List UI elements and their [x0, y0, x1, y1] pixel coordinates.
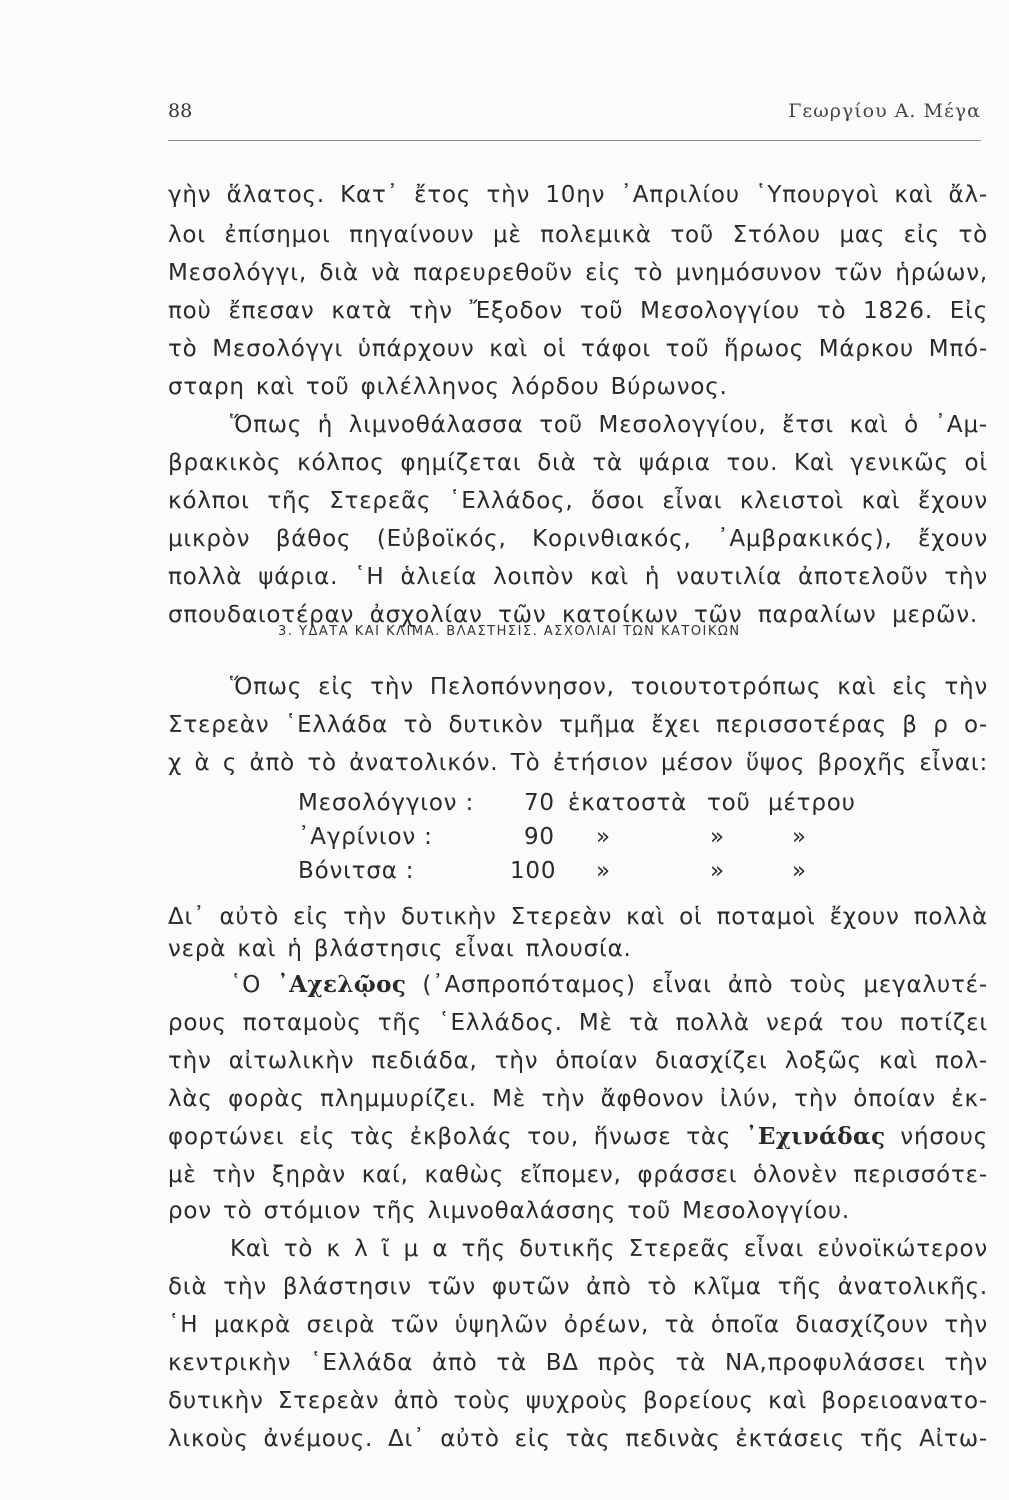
- text-line: σπουδαιοτέραν ἀσχολίαν τῶν κατοίκων τῶν παραλίων μερῶν.: [168, 602, 978, 628]
- text-line: δυτικὴν Στερεὰν ἀπὸ τοὺς ψυχροὺς βορείους καὶ βορειοανατο-: [168, 1388, 988, 1414]
- text-line: λικοὺς ἀνέμους. Δι᾽ αὐτὸ εἰς τὰς πεδινὰς ἐκτάσεις τῆς Αἰτω-: [168, 1426, 988, 1452]
- ditto-mark: »: [792, 824, 807, 850]
- text-line: ῾Η μακρὰ σειρὰ τῶν ὑψηλῶν ὀρέων, τὰ ὁποῖα διασχίζουν τὴν: [168, 1312, 988, 1338]
- text-line: λὰς φορὰς πλημμυρίζει. Μὲ τὴν ἄφθονον ἰλύν, τὴν ὁποίαν ἐκ-: [168, 1086, 988, 1112]
- place-name: Μεσολόγγιον :: [298, 790, 474, 816]
- text-line: κόλποι τῆς Στερεᾶς ῾Ελλάδος, ὅσοι εἶναι κλειστοὶ καὶ ἔχουν: [168, 488, 988, 514]
- text-line: διὰ τὴν βλάστησιν τῶν φυτῶν ἀπὸ τὸ κλῖμα τῆς ἀνατολικῆς.: [168, 1274, 988, 1300]
- ditto-mark: »: [792, 858, 807, 884]
- page-header: [168, 100, 981, 141]
- islands-name-bold: ᾽Εχινάδας: [745, 1123, 886, 1150]
- text-line: μικρὸν βάθος (Εὐβοϊκός, Κορινθιακός, ᾽Αμβρακικός), ἔχουν: [168, 526, 988, 552]
- text-line: [168, 1122, 988, 1152]
- text-line: νερὰ καὶ ἡ βλάστησις εἶναι πλουσία.: [168, 936, 632, 962]
- ditto-mark: »: [710, 858, 725, 884]
- river-name-bold: ᾽Αχελῷος: [277, 971, 407, 998]
- text-line: ρον τὸ στόμιον τῆς λιμνοθαλάσσης τοῦ Μεσολογγίου.: [168, 1198, 850, 1224]
- ditto-mark: »: [596, 824, 611, 850]
- unit-text: ἑκατοστὰ: [568, 790, 688, 816]
- text-line: κεντρικὴν ῾Ελλάδα ἀπὸ τὰ ΒΔ πρὸς τὰ ΝΑ,προφυλάσσει τὴν: [168, 1350, 988, 1376]
- rainfall-value: 90: [524, 824, 555, 850]
- unit-text: μέτρου: [768, 790, 856, 816]
- unit-text: τοῦ: [707, 790, 751, 816]
- page-number: 88: [168, 100, 193, 122]
- rainfall-value: 70: [524, 790, 555, 816]
- text-line: Ὅπως ἡ λιμνοθάλασσα τοῦ Μεσολογγίου, ἔτσι καὶ ὁ ᾽Αμ-: [230, 412, 988, 438]
- rainfall-value: 100: [510, 858, 557, 884]
- text-line: βρακικὸς κόλπος φημίζεται διὰ τὰ ψάρια του. Καὶ γενικῶς οἱ: [168, 450, 988, 476]
- text-line: γὴν ἅλατος. Κατ᾽ ἔτος τὴν 10ην ᾽Απριλίου ῾Υπουργοὶ καὶ ἄλ-: [168, 182, 988, 208]
- text-line: ρους ποταμοὺς τῆς ῾Ελλάδος. Μὲ τὰ πολλὰ νερά του ποτίζει: [168, 1010, 988, 1036]
- text-line: τὴν αἰτωλικὴν πεδιάδα, τὴν ὁποίαν διασχίζει λοξῶς καὶ πολ-: [168, 1048, 988, 1074]
- text-line: πολλὰ ψάρια. ῾Η ἁλιεία λοιπὸν καὶ ἡ ναυτιλία ἀποτελοῦν τὴν: [168, 564, 988, 590]
- text-line: [230, 970, 988, 1000]
- text-line: Καὶ τὸ κ λ ῖ μ α τῆς δυτικῆς Στερεᾶς εἶναι εὐνοϊκώτερον: [230, 1236, 988, 1262]
- place-name: ᾽Αγρίνιον :: [298, 824, 433, 850]
- text-line: Δι᾽ αὐτὸ εἰς τὴν δυτικὴν Στερεὰν καὶ οἱ ποταμοὶ ἔχουν πολλὰ: [168, 904, 988, 930]
- running-head: Γεωργίου Α. Μέγα: [788, 100, 981, 122]
- text-line: μὲ τὴν ξηρὰν καί, καθὼς εἴπομεν, φράσσει ὁλονὲν περισσότε-: [168, 1162, 988, 1188]
- ditto-mark: »: [710, 824, 725, 850]
- place-name: Βόνιτσα :: [298, 858, 415, 884]
- text-line: Μεσολόγγι, διὰ νὰ παρευρεθοῦν εἰς τὸ μνημόσυνον τῶν ἡρώων,: [168, 260, 988, 286]
- text-run: νήσους: [885, 1124, 988, 1150]
- text-run: φορτώνει εἰς τὰς ἐκβολάς του, ἥνωσε τὰς: [168, 1124, 746, 1150]
- text-run: ῾Ο: [230, 972, 278, 998]
- ditto-mark: »: [596, 858, 611, 884]
- text-line: ποὺ ἔπεσαν κατὰ τὴν Ἔξοδον τοῦ Μεσολογγίου τὸ 1826. Εἰς: [168, 298, 988, 324]
- text-line: χ ὰ ς ἀπὸ τὸ ἀνατολικόν. Τὸ ἐτήσιον μέσον ὕψος βροχῆς εἶναι:: [168, 750, 988, 776]
- text-run: (᾽Ασπροπόταμος) εἶναι ἀπὸ τοὺς μεγαλυτέ-: [406, 972, 988, 998]
- text-line: τὸ Μεσολόγγι ὑπάρχουν καὶ οἱ τάφοι τοῦ ἥρωος Μάρκου Μπό-: [168, 336, 988, 362]
- text-line: σταρη καὶ τοῦ φιλέλληνος λόρδου Βύρωνος.: [168, 374, 728, 400]
- section-title: 3. ΥΔΑΤΑ ΚΑΙ ΚΛΙΜΑ. ΒΛΑΣΤΗΣΙΣ. ΑΣΧΟΛΙΑΙ ΤΩΝ ΚΑΤΟΙΚΩΝ: [278, 624, 741, 639]
- text-line: Στερεὰν ῾Ελλάδα τὸ δυτικὸν τμῆμα ἔχει περισσοτέρας β ρ ο-: [168, 712, 988, 738]
- text-line: λοι ἐπίσημοι πηγαίνουν μὲ πολεμικὰ τοῦ Στόλου μας εἰς τὸ: [168, 222, 988, 248]
- text-line: Ὅπως εἰς τὴν Πελοπόννησον, τοιουτοτρόπως καὶ εἰς τὴν: [230, 674, 988, 700]
